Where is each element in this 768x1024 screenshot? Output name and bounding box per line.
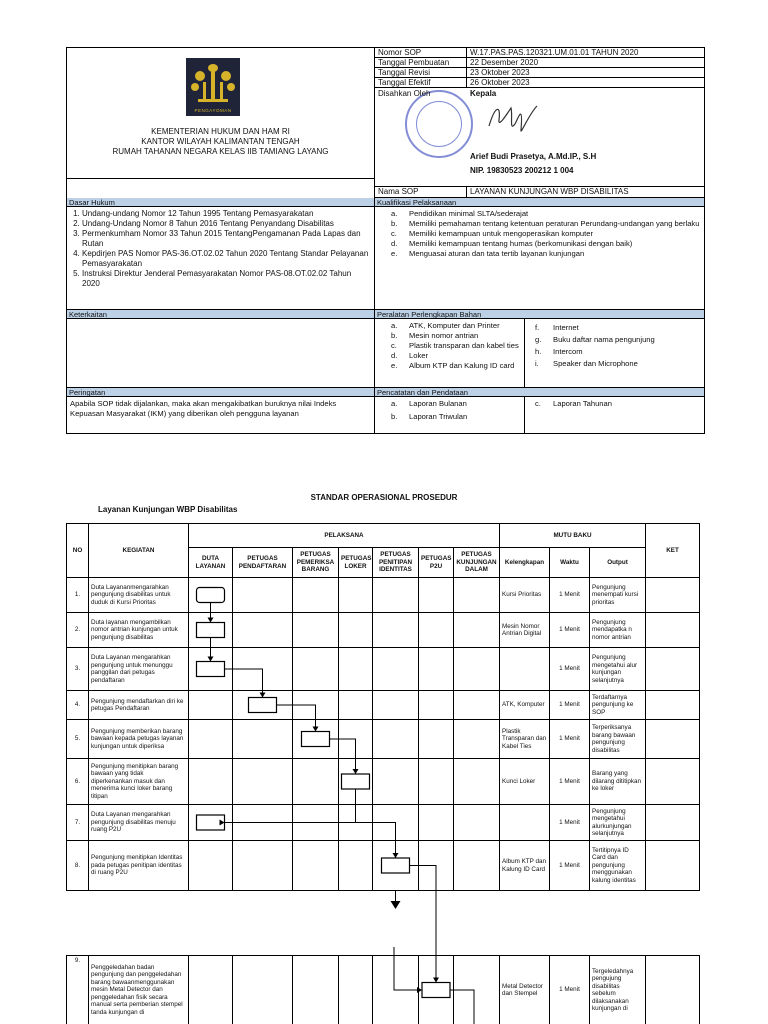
col-header-kelengkapan: Kelengkapan bbox=[500, 548, 550, 578]
actor-cell bbox=[454, 578, 500, 613]
list-item bbox=[375, 412, 524, 422]
actor-cell bbox=[189, 691, 233, 720]
document-title: STANDAR OPERASIONAL PROSEDUR bbox=[310, 493, 458, 502]
time-cell: 1 Menit bbox=[550, 613, 590, 648]
actor-cell bbox=[233, 956, 293, 1024]
equipment-cell: Kursi Prioritas bbox=[500, 578, 550, 613]
time-cell: 1 Menit bbox=[550, 759, 590, 805]
legal-item: 3. Permenkumham Nomor 33 Tahun 2015 TentangPengamanan Pada Lapas dan Rutan bbox=[82, 229, 371, 249]
actor-cell bbox=[293, 805, 339, 841]
actor-cell bbox=[419, 578, 454, 613]
output-cell: Pengunjung mengetahui alur kunjungan selanjutnya bbox=[590, 648, 646, 691]
table-row bbox=[67, 805, 700, 841]
row-number: 7. bbox=[67, 805, 89, 841]
actor-cell bbox=[339, 691, 373, 720]
table-row bbox=[67, 956, 700, 1024]
actor-header: PETUGAS LOKER bbox=[339, 548, 373, 578]
list-text: Internet bbox=[553, 323, 579, 332]
flow-table bbox=[66, 523, 700, 891]
note-cell bbox=[646, 613, 700, 648]
actor-cell bbox=[373, 578, 419, 613]
time-cell: 1 Menit bbox=[550, 648, 590, 691]
activity-text: Duta Layananmengarahkan pengunjung disabilitas untuk duduk di Kursi Prioritas bbox=[89, 578, 189, 613]
equipment-cell: Plastik Transparan dan Kabel Ties bbox=[500, 720, 550, 759]
section-title: Peralatan Perlengkapan Bahan bbox=[375, 310, 704, 319]
actor-cell bbox=[419, 805, 454, 841]
col-header-kegiatan: KEGIATAN bbox=[89, 524, 189, 578]
actor-cell bbox=[419, 841, 454, 891]
equipment-cell: Album KTP dan Kalung ID Card bbox=[500, 841, 550, 891]
list-item bbox=[375, 219, 704, 229]
list-text: Loker bbox=[409, 351, 428, 360]
section-title: Dasar Hukum bbox=[67, 198, 374, 207]
list-item bbox=[525, 399, 704, 409]
actor-cell bbox=[419, 648, 454, 691]
section-row bbox=[67, 387, 704, 433]
list-text: Album KTP dan Kalung ID card bbox=[409, 361, 515, 370]
actor-cell bbox=[233, 759, 293, 805]
actor-cell bbox=[419, 613, 454, 648]
actor-cell bbox=[454, 720, 500, 759]
col-header-no: NO bbox=[67, 524, 89, 578]
actor-header: PETUGAS PENDAFTARAN bbox=[233, 548, 293, 578]
actor-cell bbox=[293, 578, 339, 613]
list-text: Memiliki pemahaman tentang ketentuan peraturan Perundang-undangan yang berlaku bbox=[409, 219, 700, 228]
org-line: KANTOR WILAYAH KALIMANTAN TENGAH bbox=[141, 137, 300, 146]
list-marker: c. bbox=[391, 229, 397, 238]
row-number: 3. bbox=[67, 648, 89, 691]
col-header-output: Output bbox=[590, 548, 646, 578]
meta-value: W.17.PAS.PAS.120321.UM.01.01 TAHUN 2020 bbox=[470, 48, 639, 57]
list-text: Plastik transparan dan kabel ties bbox=[409, 341, 519, 350]
actor-cell bbox=[454, 841, 500, 891]
sop-name: LAYANAN KUNJUNGAN WBP DISABILITAS bbox=[470, 187, 629, 196]
document-subtitle: Layanan Kunjungan WBP Disabilitas bbox=[98, 505, 238, 514]
actor-header: PETUGAS P2U bbox=[419, 548, 454, 578]
list-marker: d. bbox=[391, 351, 398, 360]
flow-table-continued bbox=[66, 955, 700, 1024]
list-text: Speaker dan Microphone bbox=[553, 359, 638, 368]
actor-cell bbox=[293, 691, 339, 720]
section-title: Keterkaitan bbox=[67, 310, 374, 319]
actor-header: DUTA LAYANAN bbox=[189, 548, 233, 578]
actor-cell bbox=[189, 805, 233, 841]
note-cell bbox=[646, 759, 700, 805]
col-header-pelaksana: PELAKSANA bbox=[189, 524, 500, 548]
note-cell bbox=[646, 648, 700, 691]
actor-cell bbox=[233, 841, 293, 891]
sop-header-table bbox=[66, 47, 705, 434]
equipment-cell: Metal Detector dan Stempel bbox=[500, 956, 550, 1024]
legal-item: 2. Undang-Undang Nomor 8 Tahun 2016 Tentang Penyandang Disabilitas bbox=[82, 219, 371, 229]
list-text: Intercom bbox=[553, 347, 583, 356]
actor-cell bbox=[293, 613, 339, 648]
actor-cell bbox=[419, 720, 454, 759]
institution-panel bbox=[67, 48, 375, 198]
meta-row bbox=[375, 48, 704, 58]
table-row bbox=[67, 759, 700, 805]
list-marker: e. bbox=[391, 361, 398, 370]
time-cell: 1 Menit bbox=[550, 691, 590, 720]
time-cell: 1 Menit bbox=[550, 956, 590, 1024]
table-row bbox=[67, 720, 700, 759]
actor-cell bbox=[339, 613, 373, 648]
list-item bbox=[375, 239, 704, 249]
col-header-mutu-baku: MUTU BAKU bbox=[500, 524, 646, 548]
output-cell: Terdaftarnya pengunjung ke SOP bbox=[590, 691, 646, 720]
actor-cell bbox=[373, 613, 419, 648]
list-item bbox=[375, 229, 704, 239]
table-row bbox=[67, 578, 700, 613]
list-marker: f. bbox=[535, 323, 540, 332]
activity-text: Duta Layanan mengarahkan pengunjung disabilitas menuju ruang P2U bbox=[89, 805, 189, 841]
list-text: Memiliki kemampuan untuk mengoperasikan komputer bbox=[409, 229, 594, 238]
col-header-ket: KET bbox=[646, 524, 700, 578]
output-cell: Pengunjung menempati kursi prioritas bbox=[590, 578, 646, 613]
linkage-content bbox=[67, 319, 374, 387]
meta-row bbox=[375, 68, 704, 78]
signature bbox=[485, 96, 545, 141]
actor-cell bbox=[419, 956, 454, 1024]
activity-text: Penggeledahan badan pengunjung dan penggeledahan barang bawaanmenggunakan mesin Metal Detector dan penggeledahan fisik secara manual serta pemberian stempel tanda kunjungan di bbox=[89, 956, 189, 1024]
meta-row bbox=[375, 78, 704, 88]
actor-header: PETUGAS PENITIPAN IDENTITAS bbox=[373, 548, 419, 578]
records-list bbox=[375, 397, 704, 433]
qualification-list bbox=[375, 207, 704, 259]
list-item bbox=[525, 323, 704, 333]
legal-item: 5. Instruksi Direktur Jenderal Pemasyarakatan Nomor PAS-08.OT.02.02 Tahun 2020 bbox=[82, 269, 371, 289]
list-item bbox=[525, 359, 704, 369]
meta-row bbox=[375, 187, 704, 198]
actor-cell bbox=[419, 691, 454, 720]
output-cell: Tergeledahnya pengujung disabilitas sebelum dilaksanakan kunjungan di bbox=[590, 956, 646, 1024]
row-number: 6. bbox=[67, 759, 89, 805]
list-text: Buku daftar nama pengunjung bbox=[553, 335, 655, 344]
list-marker: a. bbox=[391, 399, 398, 408]
actor-cell bbox=[454, 691, 500, 720]
list-text: Laporan Triwulan bbox=[409, 412, 468, 421]
table-row bbox=[67, 648, 700, 691]
row-number: 5. bbox=[67, 720, 89, 759]
signer-nip: NIP. 19830523 200212 1 004 bbox=[470, 166, 574, 175]
signer-info bbox=[470, 150, 596, 178]
sop-meta-panel bbox=[375, 48, 704, 198]
actor-cell bbox=[454, 613, 500, 648]
activity-text: Pengunjung memberikan barang bawaan kepada petugas layanan kunjungan untuk diperiksa bbox=[89, 720, 189, 759]
list-marker: b. bbox=[391, 412, 398, 421]
signer-name: Arief Budi Prasetya, A.Md.IP., S.H bbox=[470, 152, 597, 161]
list-marker: g. bbox=[535, 335, 542, 344]
meta-label: Nomor SOP bbox=[375, 48, 467, 57]
note-cell bbox=[646, 841, 700, 891]
actor-cell bbox=[233, 720, 293, 759]
equipment-cell: Mesin Nomor Antrian Digital bbox=[500, 613, 550, 648]
legal-item: 4. Kepdirjen PAS Nomor PAS-36.OT.02.02 Tahun 2020 Tentang Standar Pelayanan Pemasyarakatan bbox=[82, 249, 371, 269]
approver-role: Kepala bbox=[470, 89, 497, 98]
meta-value: 26 Oktober 2023 bbox=[470, 78, 530, 87]
row-number: 8. bbox=[67, 841, 89, 891]
actor-cell bbox=[454, 759, 500, 805]
actor-cell bbox=[293, 841, 339, 891]
output-cell: Pengunjung mengetahui alurkunjungan selanjutnya bbox=[590, 805, 646, 841]
table-row bbox=[67, 691, 700, 720]
time-cell: 1 Menit bbox=[550, 720, 590, 759]
legal-item: 1. Undang-undang Nomor 12 Tahun 1995 Tentang Pemasyarakatan bbox=[82, 209, 371, 219]
approved-by-label: Disahkan Oleh bbox=[378, 89, 431, 98]
list-marker: b. bbox=[391, 219, 398, 228]
list-marker: i. bbox=[535, 359, 539, 368]
actor-header: PETUGAS KUNJUNGAN DALAM bbox=[454, 548, 500, 578]
list-item bbox=[375, 209, 704, 219]
list-text: Menguasai aturan dan tata tertib layanan kunjungan bbox=[409, 249, 585, 258]
actor-cell bbox=[373, 691, 419, 720]
note-cell bbox=[646, 691, 700, 720]
actor-cell bbox=[373, 648, 419, 691]
organization-name bbox=[67, 127, 374, 157]
actor-cell bbox=[189, 841, 233, 891]
actor-cell bbox=[233, 613, 293, 648]
actor-cell bbox=[233, 805, 293, 841]
section-title: Peringatan bbox=[67, 388, 374, 397]
section-title: Kualifikasi Pelaksanaan bbox=[375, 198, 704, 207]
actor-cell bbox=[339, 720, 373, 759]
actor-cell bbox=[373, 720, 419, 759]
meta-label: Tanggal Efektif bbox=[375, 78, 467, 87]
actor-cell bbox=[339, 578, 373, 613]
legal-basis-list bbox=[67, 207, 374, 309]
logo-text: PENGAYOMAN bbox=[194, 108, 232, 113]
actor-cell bbox=[189, 720, 233, 759]
list-item bbox=[375, 361, 524, 371]
meta-label: Tanggal Pembuatan bbox=[375, 58, 467, 67]
actor-cell bbox=[293, 956, 339, 1024]
row-number: 2. bbox=[67, 613, 89, 648]
list-text: ATK, Komputer dan Printer bbox=[409, 321, 500, 330]
actor-cell bbox=[419, 759, 454, 805]
approval-block bbox=[375, 88, 704, 187]
list-marker: c. bbox=[535, 399, 541, 408]
output-cell: Tertitipnya ID Card dan pengunjung menggunakan kalung identitas bbox=[590, 841, 646, 891]
equipment-cell: Kunci Loker bbox=[500, 759, 550, 805]
row-number: 9. bbox=[67, 956, 89, 1024]
list-text: Mesin nomor antrian bbox=[409, 331, 479, 340]
list-text: Pendidikan minimal SLTA/sederajat bbox=[409, 209, 529, 218]
activity-text: Duta Layanan mengarahkan pengunjung untuk menunggu panggilan dari petugas pendaftaran bbox=[89, 648, 189, 691]
list-text: Memiliki kemampuan tentang humas (berkomunikasi dengan baik) bbox=[409, 239, 633, 248]
actor-cell bbox=[454, 648, 500, 691]
section-row bbox=[67, 309, 704, 387]
actor-cell bbox=[233, 648, 293, 691]
actor-cell bbox=[339, 956, 373, 1024]
org-line: KEMENTERIAN HUKUM DAN HAM RI bbox=[151, 127, 290, 136]
org-line: RUMAH TAHANAN NEGARA KELAS IIB TAMIANG LAYANG bbox=[112, 147, 329, 156]
list-marker: b. bbox=[391, 331, 398, 340]
table-row bbox=[67, 613, 700, 648]
section-row bbox=[67, 198, 704, 309]
actor-cell bbox=[189, 613, 233, 648]
output-cell: Barang yang dilarang dititipkan ke loker bbox=[590, 759, 646, 805]
list-marker: c. bbox=[391, 341, 397, 350]
list-item bbox=[375, 321, 524, 331]
list-item bbox=[375, 341, 524, 351]
actor-cell bbox=[339, 759, 373, 805]
actor-cell bbox=[339, 805, 373, 841]
section-title: Pencatatan dan Pendataan bbox=[375, 388, 704, 397]
list-marker: e. bbox=[391, 249, 398, 258]
list-text: Laporan Bulanan bbox=[409, 399, 467, 408]
activity-text: Pengunjung mendaftarkan diri ke petugas Pendaftaran bbox=[89, 691, 189, 720]
list-item bbox=[375, 351, 524, 361]
note-cell bbox=[646, 578, 700, 613]
actor-cell bbox=[233, 691, 293, 720]
actor-cell bbox=[189, 956, 233, 1024]
list-item bbox=[525, 335, 704, 345]
note-cell bbox=[646, 805, 700, 841]
list-marker: a. bbox=[391, 321, 398, 330]
output-cell: Terperiksanya barang bawaan pengunjung disabilitas bbox=[590, 720, 646, 759]
actor-cell bbox=[373, 759, 419, 805]
meta-label: Nama SOP bbox=[375, 187, 467, 197]
list-marker: a. bbox=[391, 209, 398, 218]
list-item bbox=[525, 347, 704, 357]
actor-cell bbox=[233, 578, 293, 613]
list-item bbox=[375, 399, 524, 409]
actor-cell bbox=[454, 805, 500, 841]
list-text: Laporan Tahunan bbox=[553, 399, 612, 408]
col-header-waktu: Waktu bbox=[550, 548, 590, 578]
time-cell: 1 Menit bbox=[550, 841, 590, 891]
actor-cell bbox=[293, 648, 339, 691]
list-item bbox=[375, 331, 524, 341]
actor-cell bbox=[293, 720, 339, 759]
time-cell: 1 Menit bbox=[550, 578, 590, 613]
off-page-connector bbox=[391, 901, 401, 909]
equipment-list bbox=[375, 319, 704, 387]
actor-cell bbox=[454, 956, 500, 1024]
meta-value: 22 Desember 2020 bbox=[470, 58, 539, 67]
list-item bbox=[375, 249, 704, 259]
actor-cell bbox=[189, 759, 233, 805]
activity-text: Pengunjung menitipkan barang bawaan yang tidak diperkenankan masuk dan menerima kunci loker barang titipan bbox=[89, 759, 189, 805]
note-cell bbox=[646, 956, 700, 1024]
pengayoman-logo bbox=[186, 58, 240, 116]
output-cell: Pengunjung mendapatka n nomor antrian bbox=[590, 613, 646, 648]
warning-text: Apabila SOP tidak dijalankan, maka akan mengakibatkan buruknya nilai Indeks Kepuasan Masyarakat (IKM) yang diberikan oleh pengguna layanan bbox=[70, 399, 337, 418]
actor-cell bbox=[339, 841, 373, 891]
actor-cell bbox=[189, 648, 233, 691]
actor-cell bbox=[189, 578, 233, 613]
actor-header: PETUGAS PEMERIKSA BARANG bbox=[293, 548, 339, 578]
equipment-cell bbox=[500, 805, 550, 841]
table-row bbox=[67, 841, 700, 891]
actor-cell bbox=[293, 759, 339, 805]
meta-value: 23 Oktober 2023 bbox=[470, 68, 530, 77]
activity-text: Pengunjung menitipkan Identitas pada petugas penitipan identitas di ruang P2U bbox=[89, 841, 189, 891]
activity-text: Duta layanan mengambilkan nomor antrian kunjungan untuk pengunjung disabilitas bbox=[89, 613, 189, 648]
time-cell: 1 Menit bbox=[550, 805, 590, 841]
list-marker: h. bbox=[535, 347, 542, 356]
row-number: 1. bbox=[67, 578, 89, 613]
equipment-cell: ATK, Komputer bbox=[500, 691, 550, 720]
meta-row bbox=[375, 58, 704, 68]
official-stamp bbox=[405, 90, 473, 158]
list-marker: d. bbox=[391, 239, 398, 248]
actor-cell bbox=[373, 841, 419, 891]
row-number: 4. bbox=[67, 691, 89, 720]
meta-label: Tanggal Revisi bbox=[375, 68, 467, 77]
note-cell bbox=[646, 720, 700, 759]
actor-cell bbox=[373, 805, 419, 841]
actor-cell bbox=[339, 648, 373, 691]
actor-cell bbox=[373, 956, 419, 1024]
equipment-cell bbox=[500, 648, 550, 691]
